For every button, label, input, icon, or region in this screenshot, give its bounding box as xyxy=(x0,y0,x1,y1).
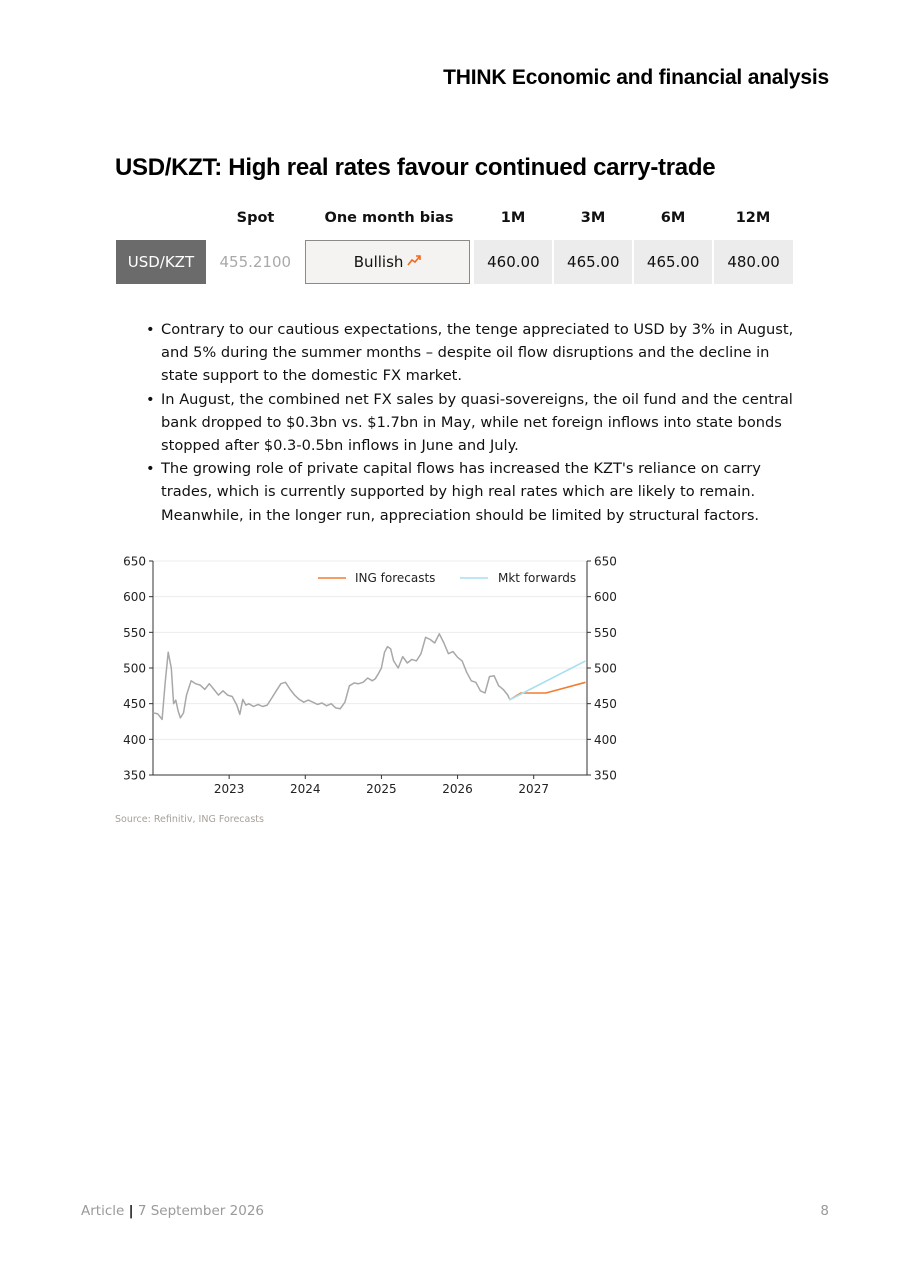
table-row xyxy=(116,240,793,284)
cell-bias xyxy=(305,240,471,284)
y-tick-label-left: 400 xyxy=(123,732,146,747)
cell-1m: 460.00 xyxy=(474,240,552,284)
footer-separator: | xyxy=(128,1203,134,1219)
x-tick-label: 2023 xyxy=(213,782,245,796)
y-tick-label-right: 350 xyxy=(594,768,617,783)
x-tick-label: 2024 xyxy=(290,782,321,796)
header-1m: 1M xyxy=(500,210,526,226)
header-bias: One month bias xyxy=(324,210,454,226)
footer-article-date xyxy=(81,1203,264,1219)
series-line-history xyxy=(153,634,509,720)
header-3m: 3M xyxy=(580,210,606,226)
y-tick-label-left: 600 xyxy=(123,590,146,605)
y-tick-label-left: 650 xyxy=(123,554,146,569)
usdkzt-line-chart xyxy=(110,548,630,804)
footer-date: 7 September 2026 xyxy=(137,1203,264,1219)
y-tick-label-left: 500 xyxy=(123,661,146,676)
header-12m: 12M xyxy=(735,210,771,226)
y-tick-label-right: 450 xyxy=(594,697,617,712)
legend-label: Mkt forwards xyxy=(498,571,577,585)
y-tick-label-left: 350 xyxy=(123,768,146,783)
page-number: 8 xyxy=(820,1203,829,1219)
trend-up-arrow-icon xyxy=(407,254,421,270)
cell-pair: USD/KZT xyxy=(116,240,206,284)
series-line-fwd xyxy=(509,661,585,700)
cell-3m: 465.00 xyxy=(554,240,632,284)
y-tick-label-right: 550 xyxy=(594,625,617,640)
header-spot: Spot xyxy=(236,210,275,226)
bias-label: Bullish xyxy=(353,253,404,271)
fx-forecast-table xyxy=(116,198,793,284)
list-item: • In August, the combined net FX sales by quasi-sovereigns, the oil fund and the central bank dropped to $0.3bn vs. $1.7bn in May, while net foreign inflows into state bonds stopped after $0.3-0.5bn inflows in June and July. xyxy=(142,388,802,458)
y-tick-label-left: 450 xyxy=(123,697,146,712)
section-title: USD/KZT: High real rates favour continued carry-trade xyxy=(115,154,716,181)
chart-source-note: Source: Refinitiv, ING Forecasts xyxy=(115,814,264,825)
cell-6m: 465.00 xyxy=(634,240,712,284)
y-tick-label-right: 500 xyxy=(594,661,617,676)
y-tick-label-right: 600 xyxy=(594,590,617,605)
x-tick-label: 2026 xyxy=(442,782,473,796)
x-tick-label: 2025 xyxy=(366,782,397,796)
report-header-title: THINK Economic and financial analysis xyxy=(443,66,829,89)
series-line-ing xyxy=(509,682,585,700)
footer-label: Article xyxy=(81,1203,125,1219)
fx-table-header xyxy=(116,198,793,238)
list-item: • The growing role of private capital flows has increased the KZT's reliance on carry trades, which is currently supported by high real rates which are likely to remain. Meanwhile, in the longer run, appreciation should be limited by structural factors. xyxy=(142,457,802,527)
bullet-list xyxy=(142,318,802,527)
cell-12m: 480.00 xyxy=(714,240,793,284)
y-tick-label-right: 400 xyxy=(594,732,617,747)
list-item: • Contrary to our cautious expectations, the tenge appreciated to USD by 3% in August, and 5% during the summer months – despite oil flow disruptions and the decline in state support to the domestic FX market. xyxy=(142,318,802,388)
legend-label: ING forecasts xyxy=(355,571,436,585)
x-tick-label: 2027 xyxy=(518,782,549,796)
cell-spot: 455.2100 xyxy=(219,253,292,271)
y-tick-label-left: 550 xyxy=(123,625,146,640)
y-tick-label-right: 650 xyxy=(594,554,617,569)
header-6m: 6M xyxy=(660,210,686,226)
